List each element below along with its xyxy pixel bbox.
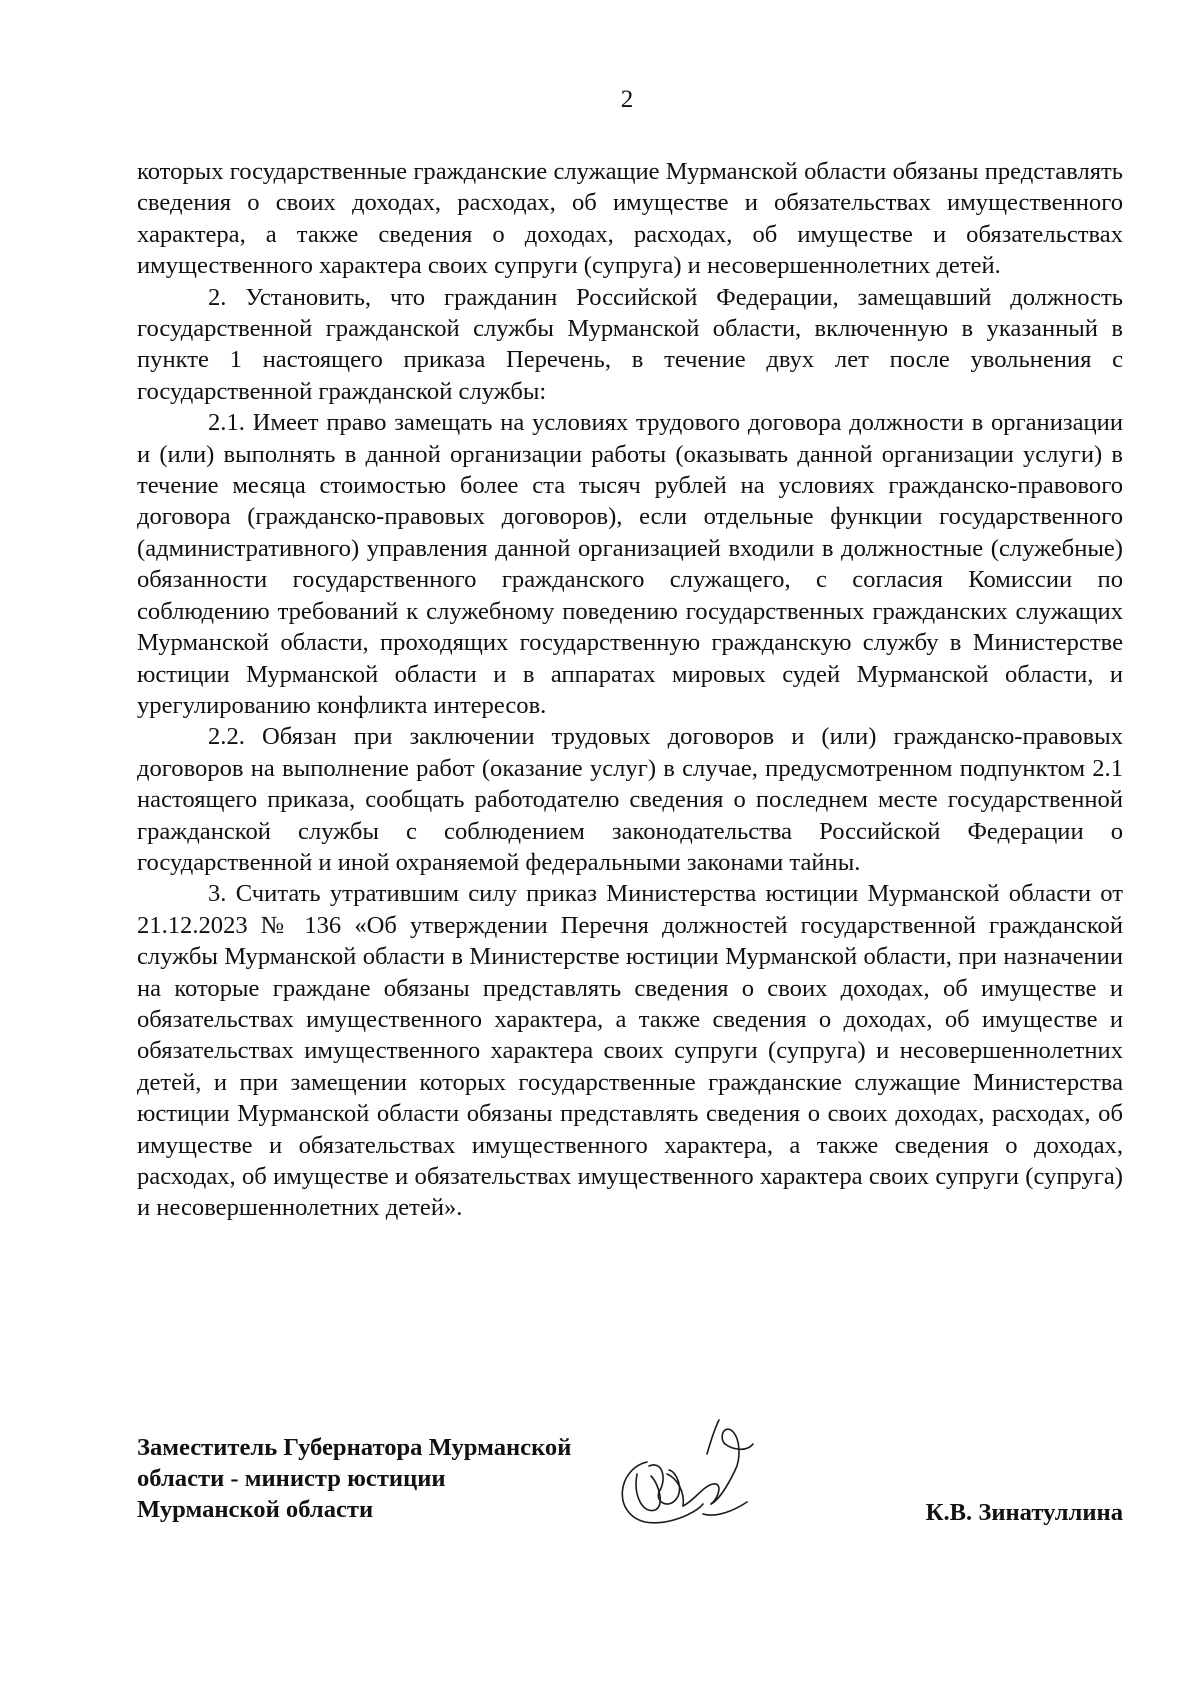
signatory-position-line: Мурманской области [137,1496,374,1523]
paragraph-continuation: которых государственные гражданские служащие Мурманской области обязаны представлять сведения о своих доходах, расходах, об имуществе и обязательствах имущественного характера, а также сведения о доходах, расходах, об имуществе и обязательствах имущественного характера своих супруги (супруга) и несовершеннолетних детей. [137,158,1123,280]
page-number: 2 [620,86,634,113]
paragraph-item-2-2: 2.2. Обязан при заключении трудовых договоров и (или) гражданско-правовых договоров на выполнение работ (оказание услуг) в случае, предусмотренном подпунктом 2.1 настоящего приказа, сообщать работодателю сведения о последнем месте государственной гражданской службы с соблюдением законодательства Российской Федерации о государственной и иной охраняемой федеральными законами тайны. [137,723,1123,876]
signatory-name: К.В. Зинатуллина [925,1499,1123,1526]
paragraph-item-2: 2. Установить, что гражданин Российской Федерации, замещавший должность государственной гражданской службы Мурманской области, включенную в указанный в пункте 1 настоящего приказа Перечень, в течение двух лет после увольнения с государственной гражданской службы: [137,283,1123,405]
paragraph-item-3: 3. Считать утратившим силу приказ Министерства юстиции Мурманской области от 21.12.2023 № 136 «Об утверждении Перечня должностей государственной гражданской службы Мурманской области в Министерстве юстиции Мурманской области, при назначении на которые граждане обязаны представлять сведения о своих доходах, об имуществе и обязательствах имущественного характера, а также сведения о доходах, об имуществе и обязательствах имущественного характера своих супруги (супруга) и несовершеннолетних детей, и при замещении которых государственные гражданские служащие Министерства юстиции Мурманской области обязаны представлять сведения о своих доходах, расходах, об имуществе и обязательствах имущественного характера, а также сведения о доходах, расходах, об имуществе и обязательствах имущественного характера своих супруги (супруга) и несовершеннолетних детей». [137,880,1123,1222]
signatory-position-line: Заместитель Губернатора Мурманской [137,1434,572,1461]
signatory-position [137,1432,637,1525]
document-body [137,156,1123,1224]
signatory-position-line: области - министр юстиции [137,1465,446,1492]
paragraph-item-2-1: 2.1. Имеет право замещать на условиях трудового договора должности в организации и (или) выполнять в данной организации работы (оказывать данной организации услуги) в течение месяца стоимостью более ста тысяч рублей на условиях гражданско-правового договора (гражданско-правовых договоров), если отдельные функции государственного (административного) управления данной организацией входили в должностные (служебные) обязанности государственного гражданского служащего, с согласия Комиссии по соблюдению требований к служебному поведению государственных гражданских служащих Мурманской области, проходящих государственную гражданскую службу в Министерстве юстиции Мурманской области и в аппаратах мировых судей Мурманской области, и урегулированию конфликта интересов. [137,409,1123,719]
